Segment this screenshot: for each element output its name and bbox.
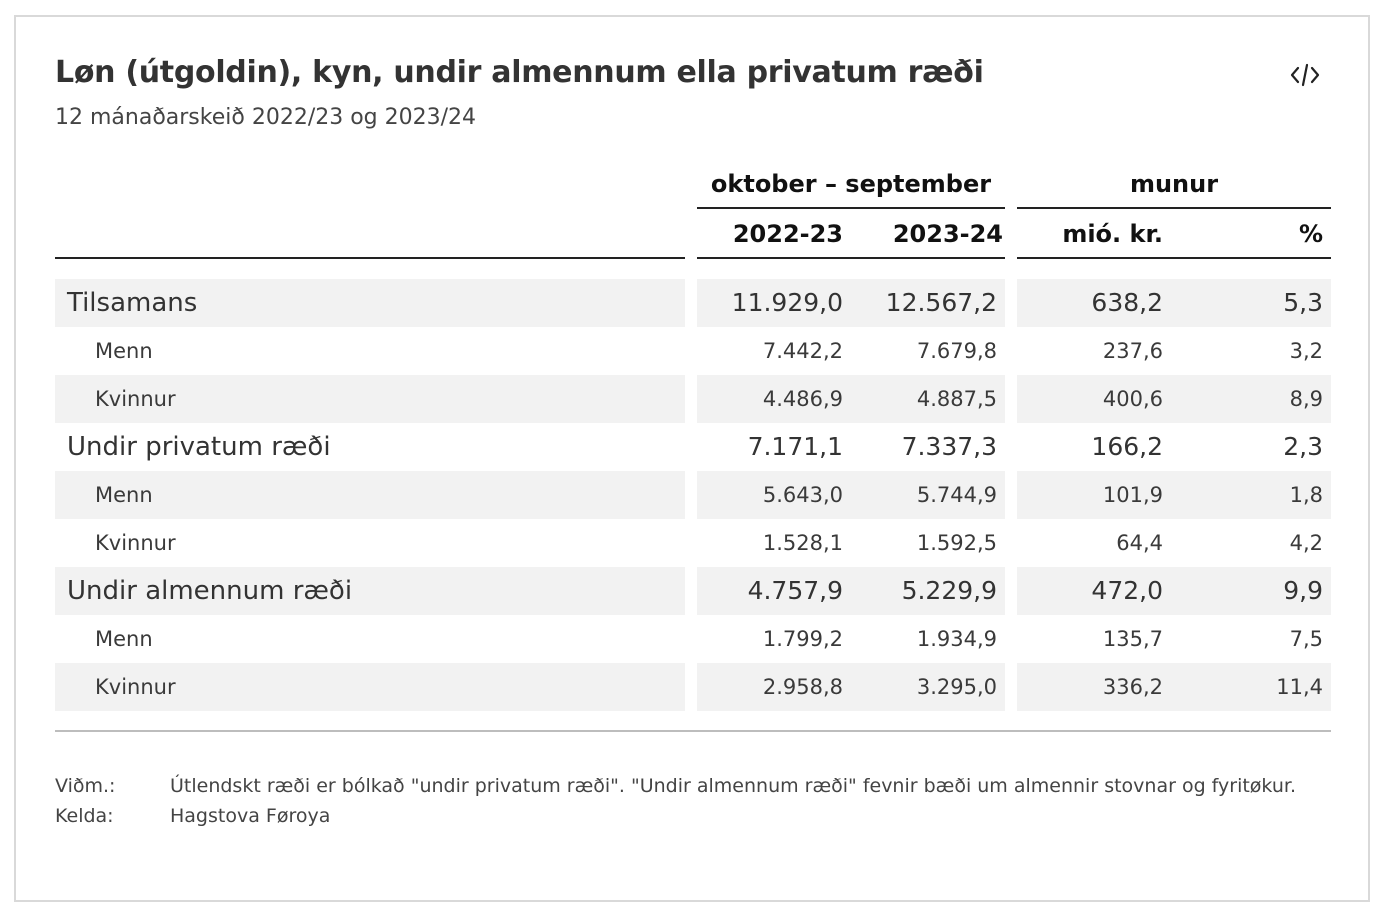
- value-difference-percent: 2,3: [1283, 432, 1323, 461]
- group-header-difference: munur: [1129, 170, 1219, 198]
- value-2022-23: 4.486,9: [762, 387, 843, 411]
- table-row: [0, 327, 1380, 375]
- group-rule-period: [697, 207, 1005, 209]
- value-2022-23: 2.958,8: [762, 675, 843, 699]
- row-label: Menn: [95, 339, 153, 363]
- chart-title: Løn (útgoldin), kyn, undir almennum ella privatum ræði: [55, 55, 984, 90]
- value-2022-23: 5.643,0: [762, 483, 843, 507]
- group-header-period: oktober – september: [710, 170, 992, 198]
- value-2022-23: 1.799,2: [762, 627, 843, 651]
- value-difference-percent: 9,9: [1283, 576, 1323, 605]
- value-difference-mio-kr: 237,6: [1102, 339, 1163, 363]
- table-row: [0, 519, 1380, 567]
- code-embed-icon[interactable]: [1289, 62, 1321, 88]
- column-header-mio-kr: mió. kr.: [1062, 220, 1163, 248]
- value-difference-percent: 1,8: [1289, 483, 1323, 507]
- row-label: Kvinnur: [95, 387, 176, 411]
- value-difference-percent: 8,9: [1289, 387, 1323, 411]
- note-text: Útlendskt ræði er bólkað "undir privatum ræði". "Undir almennum ræði" fevnir bæði um almennir stovnar og fyritøkur.: [170, 775, 1297, 797]
- value-2023-24: 5.229,9: [901, 576, 997, 605]
- value-difference-mio-kr: 135,7: [1102, 627, 1163, 651]
- value-difference-mio-kr: 638,2: [1091, 288, 1163, 317]
- table-row: [0, 663, 1380, 711]
- value-2022-23: 7.442,2: [762, 339, 843, 363]
- table-bottom-rule: [55, 730, 1331, 732]
- header-rule-label: [55, 257, 685, 259]
- table-row: [0, 471, 1380, 519]
- source-label: Kelda:: [55, 805, 114, 827]
- table-row: [0, 375, 1380, 423]
- value-difference-percent: 4,2: [1289, 531, 1323, 555]
- value-difference-mio-kr: 166,2: [1091, 432, 1163, 461]
- group-rule-difference: [1017, 207, 1331, 209]
- row-label: Undir almennum ræði: [67, 576, 353, 606]
- value-2022-23: 11.929,0: [731, 288, 843, 317]
- column-header-2023-24: 2023-24: [892, 220, 1003, 248]
- value-difference-mio-kr: 400,6: [1102, 387, 1163, 411]
- row-label: Menn: [95, 483, 153, 507]
- chart-subtitle: 12 mánaðarskeið 2022/23 og 2023/24: [55, 105, 477, 130]
- value-difference-mio-kr: 64,4: [1116, 531, 1163, 555]
- value-2022-23: 4.757,9: [747, 576, 843, 605]
- value-difference-percent: 11,4: [1276, 675, 1323, 699]
- value-2023-24: 1.934,9: [916, 627, 997, 651]
- header-rule-difference: [1017, 257, 1331, 259]
- value-2023-24: 3.295,0: [916, 675, 997, 699]
- table-row: [0, 423, 1380, 471]
- value-2023-24: 4.887,5: [916, 387, 997, 411]
- table-row: [0, 567, 1380, 615]
- value-2023-24: 12.567,2: [885, 288, 997, 317]
- note-label: Viðm.:: [55, 775, 116, 797]
- value-2023-24: 1.592,5: [916, 531, 997, 555]
- value-2023-24: 5.744,9: [916, 483, 997, 507]
- row-label: Tilsamans: [67, 288, 198, 318]
- value-difference-percent: 3,2: [1289, 339, 1323, 363]
- value-2023-24: 7.337,3: [901, 432, 997, 461]
- value-2022-23: 7.171,1: [747, 432, 843, 461]
- header-rule-period: [697, 257, 1005, 259]
- table-row: [0, 279, 1380, 327]
- value-difference-mio-kr: 472,0: [1091, 576, 1163, 605]
- column-header-2022-23: 2022-23: [732, 220, 843, 248]
- row-label: Menn: [95, 627, 153, 651]
- table-row: [0, 615, 1380, 663]
- value-difference-mio-kr: 336,2: [1102, 675, 1163, 699]
- value-difference-percent: 7,5: [1289, 627, 1323, 651]
- value-2023-24: 7.679,8: [916, 339, 997, 363]
- column-header-percent: %: [1298, 220, 1323, 248]
- value-2022-23: 1.528,1: [762, 531, 843, 555]
- row-label: Undir privatum ræði: [67, 432, 331, 462]
- row-label: Kvinnur: [95, 531, 176, 555]
- value-difference-mio-kr: 101,9: [1102, 483, 1163, 507]
- source-text: Hagstova Føroya: [170, 805, 331, 827]
- value-difference-percent: 5,3: [1283, 288, 1323, 317]
- row-label: Kvinnur: [95, 675, 176, 699]
